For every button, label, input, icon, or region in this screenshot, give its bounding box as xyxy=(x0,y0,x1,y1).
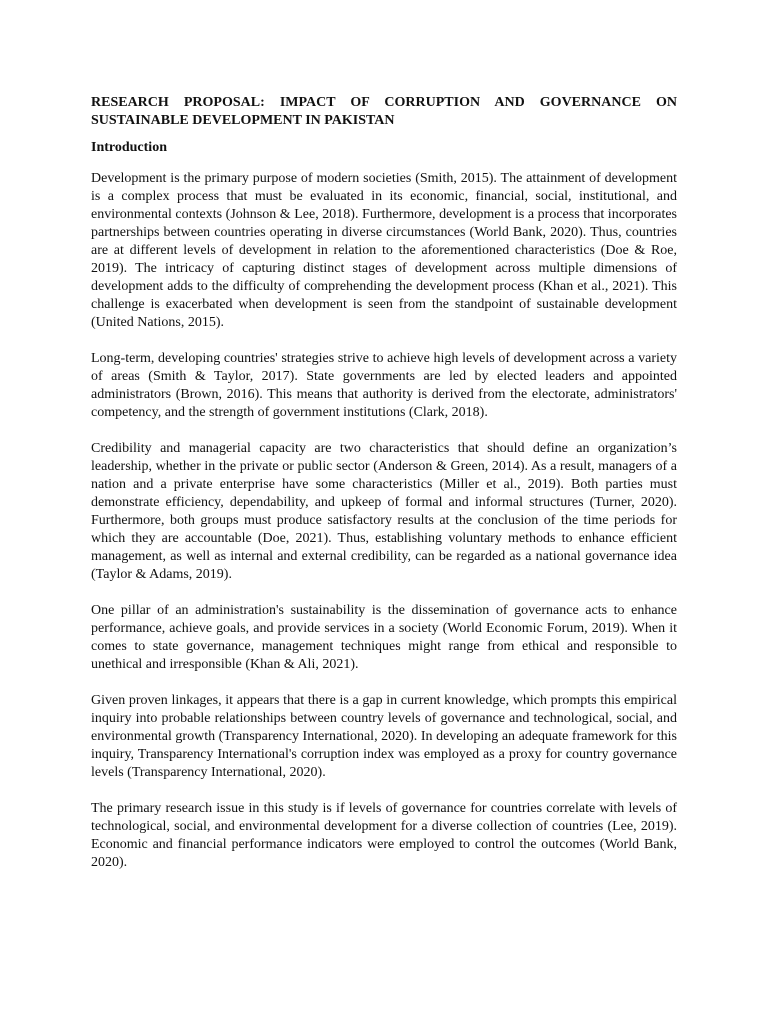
paragraph-1: Development is the primary purpose of modern societies (Smith, 2015). The attainment of development is a complex process that must be evaluated in its economic, financial, social, institutional, and environmental contexts (Johnson & Lee, 2018). Furthermore, development is a process that incorporates partnerships between countries operating in diverse circumstances (World Bank, 2020). Thus, countries are at different levels of development in relation to the aforementioned characteristics (Doe & Roe, 2019). The intricacy of capturing distinct stages of development across multiple dimensions of development adds to the difficulty of comprehending the development process (Khan et al., 2021). This challenge is exacerbated when development is seen from the standpoint of sustainable development (United Nations, 2015). xyxy=(91,171,677,330)
document-title: RESEARCH PROPOSAL: IMPACT OF CORRUPTION AND GOVERNANCE ON SUSTAINABLE DEVELOPMENT IN PAKISTAN xyxy=(91,95,677,128)
paragraph-5: Given proven linkages, it appears that there is a gap in current knowledge, which prompts this empirical inquiry into probable relationships between country levels of governance and technological, social, and environmental growth (Transparency International, 2020). In developing an adequate framework for this inquiry, Transparency International's corruption index was employed as a proxy for country governance levels (Transparency International, 2020). xyxy=(91,693,677,780)
section-heading-introduction: Introduction xyxy=(91,140,167,155)
paragraph-2: Long-term, developing countries' strategies strive to achieve high levels of development across a variety of areas (Smith & Taylor, 2017). State governments are led by elected leaders and appointed administrators (Brown, 2016). This means that authority is derived from the electorate, administrators' competency, and the strength of government institutions (Clark, 2018). xyxy=(91,351,677,420)
document-body xyxy=(91,94,677,872)
paragraph-3: Credibility and managerial capacity are two characteristics that should define an organization’s leadership, whether in the private or public sector (Anderson & Green, 2014). As a result, managers of a nation and a private enterprise have some characteristics (Miller et al., 2019). Both parties must demonstrate efficiency, dependability, and upkeep of formal and informal structures (Turner, 2020). Furthermore, both groups must produce satisfactory results at the conclusion of the time periods for which they are accountable (Doe, 2021). Thus, establishing voluntary methods to enhance efficient management, as well as internal and external credibility, can be regarded as a national governance idea (Taylor & Adams, 2019). xyxy=(91,441,677,582)
paragraph-4: One pillar of an administration's sustainability is the dissemination of governance acts to enhance performance, achieve goals, and provide services in a society (World Economic Forum, 2019). When it comes to state governance, management techniques might range from ethical and responsible to unethical and irresponsible (Khan & Ali, 2021). xyxy=(91,603,677,672)
paragraph-6: The primary research issue in this study is if levels of governance for countries correlate with levels of technological, social, and environmental development for a diverse collection of countries (Lee, 2019). Economic and financial performance indicators were employed to control the outcomes (World Bank, 2020). xyxy=(91,801,677,870)
